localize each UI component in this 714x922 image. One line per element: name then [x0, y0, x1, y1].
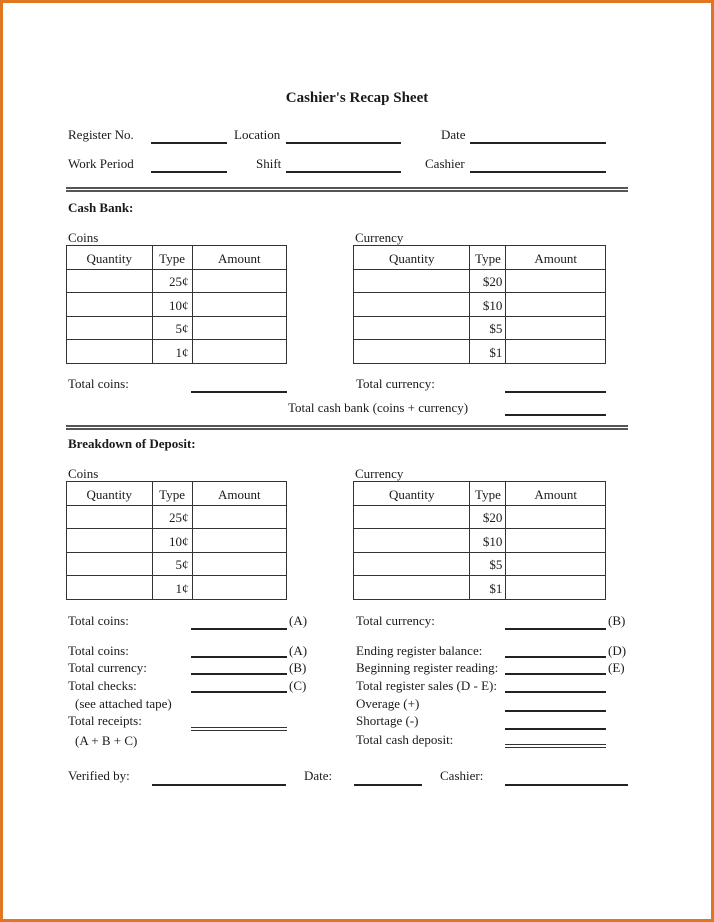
type-cell: $1 — [470, 340, 506, 364]
table-row — [67, 340, 287, 364]
amount-cell[interactable] — [506, 316, 606, 340]
quantity-cell[interactable] — [67, 340, 153, 364]
shift-field[interactable] — [286, 171, 401, 173]
beginning-reading-tag: (E) — [608, 660, 625, 675]
overage-label: Overage (+) — [356, 696, 420, 711]
type-cell: $10 — [470, 529, 506, 553]
amount-cell[interactable] — [192, 293, 286, 317]
column-header-amount: Amount — [506, 482, 606, 506]
breakdown-coins-table — [66, 481, 287, 600]
column-header-amount: Amount — [506, 246, 606, 270]
location-field[interactable] — [286, 142, 401, 144]
table-header-row — [67, 482, 287, 506]
type-cell: $1 — [470, 576, 506, 600]
cash-bank-total-currency-field[interactable] — [505, 391, 606, 393]
quantity-cell[interactable] — [67, 505, 153, 529]
shortage-label: Shortage (-) — [356, 713, 419, 728]
quantity-cell[interactable] — [354, 316, 470, 340]
table-row — [67, 505, 287, 529]
work-period-label: Work Period — [68, 156, 134, 171]
type-cell: 25¢ — [152, 269, 192, 293]
breakdown-total-coins-label: Total coins: — [68, 613, 129, 628]
amount-cell[interactable] — [192, 505, 286, 529]
quantity-cell[interactable] — [354, 293, 470, 317]
ending-balance-tag: (D) — [608, 643, 627, 658]
cash-bank-coins-label: Coins — [68, 230, 99, 245]
summary-total-coins-field[interactable] — [191, 656, 287, 658]
breakdown-total-coins-tag: (A) — [289, 613, 308, 628]
column-header-amount: Amount — [192, 482, 286, 506]
quantity-cell[interactable] — [354, 529, 470, 553]
summary-total-coins-tag: (A) — [289, 643, 308, 658]
cash-bank-total-coins-field[interactable] — [191, 391, 287, 393]
summary-total-receipts-label: Total receipts: — [68, 713, 142, 728]
breakdown-currency-table — [353, 481, 606, 600]
table-row — [354, 552, 606, 576]
amount-cell[interactable] — [192, 576, 286, 600]
amount-cell[interactable] — [506, 340, 606, 364]
table-row — [67, 576, 287, 600]
quantity-cell[interactable] — [67, 576, 153, 600]
table-row — [354, 316, 606, 340]
breakdown-total-currency-field[interactable] — [505, 628, 606, 630]
table-header-row — [67, 246, 287, 270]
table-row — [67, 293, 287, 317]
quantity-cell[interactable] — [354, 576, 470, 600]
total-sales-label: Total register sales (D - E): — [356, 678, 497, 693]
table-row — [67, 529, 287, 553]
quantity-cell[interactable] — [354, 269, 470, 293]
quantity-cell[interactable] — [67, 552, 153, 576]
cash-bank-currency-table — [353, 245, 606, 364]
work-period-field[interactable] — [151, 171, 227, 173]
breakdown-currency-label: Currency — [355, 466, 404, 481]
footer-date-label: Date: — [304, 768, 333, 783]
table-row — [354, 293, 606, 317]
table-row — [354, 576, 606, 600]
cash-bank-heading: Cash Bank: — [68, 200, 134, 215]
breakdown-heading: Breakdown of Deposit: — [68, 436, 196, 451]
table-row — [354, 340, 606, 364]
type-cell: 10¢ — [152, 293, 192, 317]
quantity-cell[interactable] — [354, 552, 470, 576]
column-header-quantity: Quantity — [67, 246, 153, 270]
footer-cashier-label: Cashier: — [440, 768, 484, 783]
table-row — [67, 316, 287, 340]
amount-cell[interactable] — [506, 576, 606, 600]
section-divider — [66, 187, 628, 192]
type-cell: 5¢ — [152, 552, 192, 576]
cashier-field[interactable] — [470, 171, 606, 173]
column-header-type: Type — [470, 246, 506, 270]
type-cell: $5 — [470, 552, 506, 576]
summary-total-currency-tag: (B) — [289, 660, 307, 675]
summary-total-currency-field[interactable] — [191, 673, 287, 675]
shortage-field[interactable] — [505, 728, 606, 730]
table-header-row — [354, 246, 606, 270]
type-cell: 1¢ — [152, 340, 192, 364]
amount-cell[interactable] — [506, 293, 606, 317]
footer-cashier-field[interactable] — [505, 784, 628, 786]
type-cell: 1¢ — [152, 576, 192, 600]
quantity-cell[interactable] — [354, 505, 470, 529]
quantity-cell[interactable] — [67, 529, 153, 553]
ending-balance-label: Ending register balance: — [356, 643, 483, 658]
section-divider — [66, 425, 628, 430]
date-field[interactable] — [470, 142, 606, 144]
quantity-cell[interactable] — [354, 340, 470, 364]
date-label: Date — [441, 127, 466, 142]
summary-total-checks-field[interactable] — [191, 691, 287, 693]
column-header-type: Type — [470, 482, 506, 506]
amount-cell[interactable] — [192, 340, 286, 364]
cash-bank-coins-table — [66, 245, 287, 364]
footer-date-field[interactable] — [354, 784, 422, 786]
verified-by-field[interactable] — [152, 784, 286, 786]
amount-cell[interactable] — [506, 505, 606, 529]
type-cell: 25¢ — [152, 505, 192, 529]
table-row — [67, 269, 287, 293]
beginning-reading-label: Beginning register reading: — [356, 660, 499, 675]
ending-balance-field[interactable] — [505, 656, 606, 658]
amount-cell[interactable] — [192, 552, 286, 576]
amount-cell[interactable] — [506, 552, 606, 576]
table-header-row — [354, 482, 606, 506]
column-header-type: Type — [152, 246, 192, 270]
breakdown-total-coins-field[interactable] — [191, 628, 287, 630]
column-header-quantity: Quantity — [354, 246, 470, 270]
register-no-field[interactable] — [151, 142, 227, 144]
breakdown-total-currency-label: Total currency: — [356, 613, 435, 628]
column-header-quantity: Quantity — [354, 482, 470, 506]
summary-total-receipts-field[interactable] — [191, 727, 287, 731]
total-sales-field[interactable] — [505, 691, 606, 693]
table-row — [354, 529, 606, 553]
cash-bank-total-coins-label: Total coins: — [68, 376, 129, 391]
breakdown-coins-label: Coins — [68, 466, 99, 481]
amount-cell[interactable] — [506, 529, 606, 553]
see-attached-tape-note: (see attached tape) — [75, 696, 172, 711]
table-row — [67, 552, 287, 576]
summary-total-coins-label: Total coins: — [68, 643, 129, 658]
breakdown-total-currency-tag: (B) — [608, 613, 626, 628]
verified-by-label: Verified by: — [68, 768, 130, 783]
type-cell: 10¢ — [152, 529, 192, 553]
total-deposit-label: Total cash deposit: — [356, 732, 454, 747]
type-cell: $5 — [470, 316, 506, 340]
type-cell: $20 — [470, 505, 506, 529]
column-header-quantity: Quantity — [67, 482, 153, 506]
summary-total-checks-tag: (C) — [289, 678, 307, 693]
cash-bank-currency-label: Currency — [355, 230, 404, 245]
amount-cell[interactable] — [192, 529, 286, 553]
overage-field[interactable] — [505, 710, 606, 712]
summary-total-checks-label: Total checks: — [68, 678, 137, 693]
type-cell: $10 — [470, 293, 506, 317]
summary-total-currency-label: Total currency: — [68, 660, 147, 675]
total-deposit-field[interactable] — [505, 744, 606, 748]
type-cell: $20 — [470, 269, 506, 293]
table-row — [354, 269, 606, 293]
cash-bank-total-currency-label: Total currency: — [356, 376, 435, 391]
total-cash-bank-label: Total cash bank (coins + currency) — [288, 400, 469, 415]
amount-cell[interactable] — [192, 316, 286, 340]
register-no-label: Register No. — [68, 127, 134, 142]
page-title: Cashier's Recap Sheet — [285, 90, 429, 106]
table-row — [354, 505, 606, 529]
total-cash-bank-field[interactable] — [505, 414, 606, 416]
column-header-type: Type — [152, 482, 192, 506]
quantity-cell[interactable] — [67, 293, 153, 317]
receipts-formula: (A + B + C) — [75, 733, 138, 748]
shift-label: Shift — [256, 156, 282, 171]
quantity-cell[interactable] — [67, 269, 153, 293]
location-label: Location — [234, 127, 281, 142]
column-header-amount: Amount — [192, 246, 286, 270]
amount-cell[interactable] — [506, 269, 606, 293]
amount-cell[interactable] — [192, 269, 286, 293]
quantity-cell[interactable] — [67, 316, 153, 340]
type-cell: 5¢ — [152, 316, 192, 340]
beginning-reading-field[interactable] — [505, 673, 606, 675]
cashier-label: Cashier — [425, 156, 465, 171]
